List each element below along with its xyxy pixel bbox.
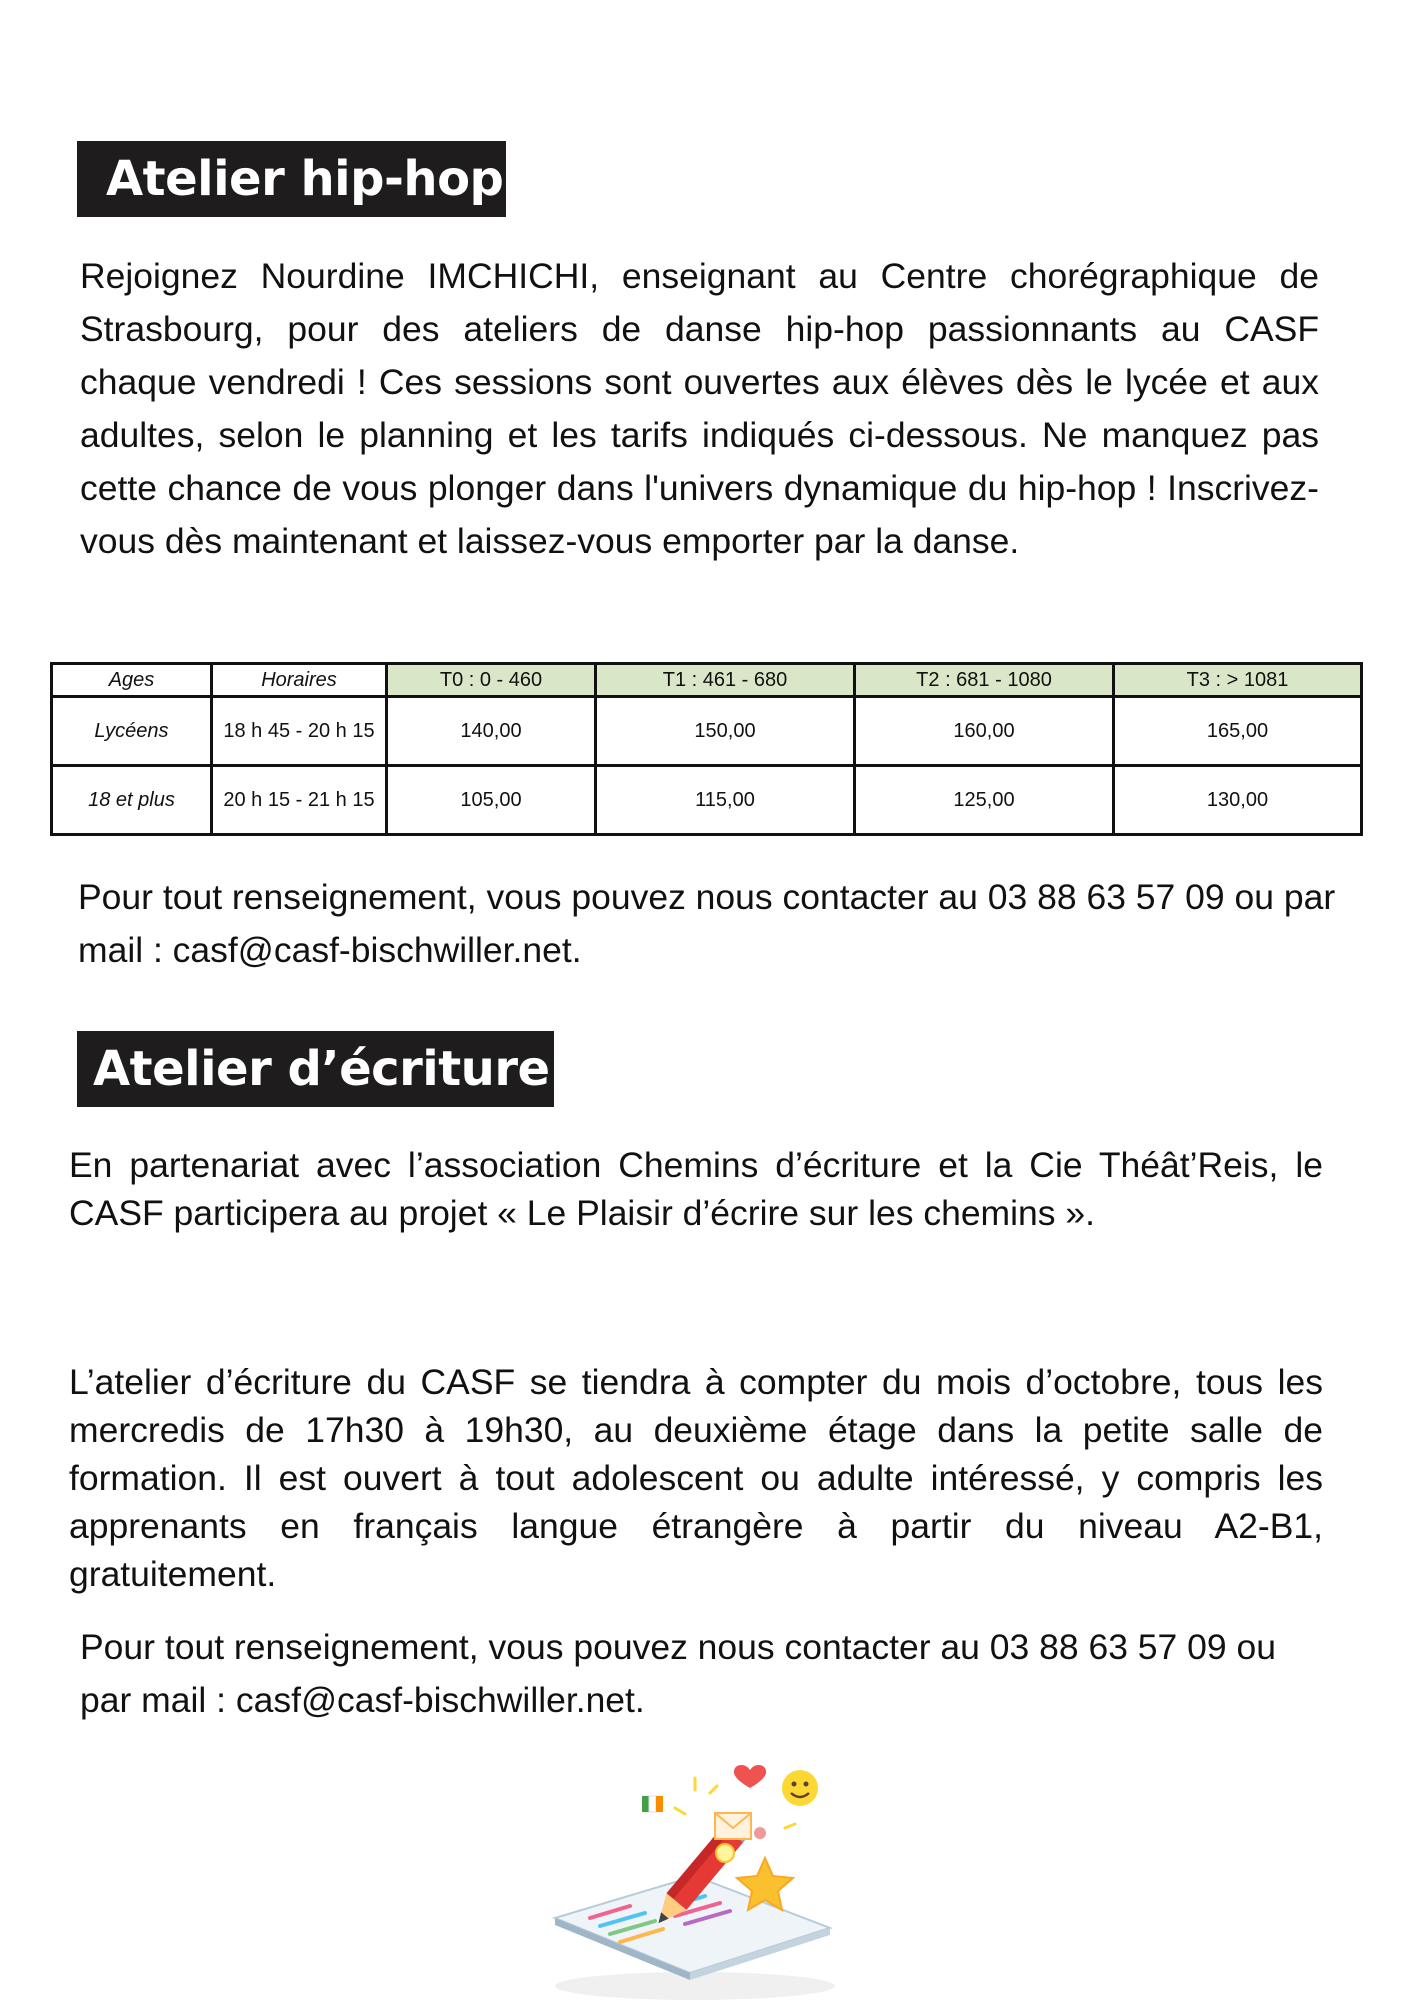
table-row bbox=[52, 766, 1362, 835]
hiphop-intro-paragraph: Rejoignez Nourdine IMCHICHI, enseignant au Centre chorégraphique de Strasbourg, pour des ateliers de danse hip-hop passionnants au CASF chaque vendredi ! Ces sessions sont ouvertes aux élèves dès le lycée et aux adultes, selon le planning et les tarifs indiqués ci-dessous. Ne manquez pas cette chance de vous plonger dans l'univers dynamique du hip-hop ! Inscrivez-vous dès maintenant et laissez-vous emporter par la danse. bbox=[80, 256, 1319, 561]
writing-pencil-illustration bbox=[545, 1758, 845, 2000]
hiphop-section-title: Atelier hip-hop bbox=[77, 141, 506, 217]
col-header-t1: T1 : 461 - 680 bbox=[596, 664, 855, 697]
cell-t2: 125,00 bbox=[855, 766, 1114, 835]
col-header-t0: T0 : 0 - 460 bbox=[387, 664, 596, 697]
table-header-row bbox=[52, 664, 1362, 697]
cell-t0: 105,00 bbox=[387, 766, 596, 835]
ecriture-section-title: Atelier d’écriture bbox=[77, 1031, 554, 1107]
col-header-t3: T3 : > 1081 bbox=[1114, 664, 1362, 697]
hiphop-pricing-table bbox=[50, 662, 1363, 836]
ecriture-contact-paragraph: Pour tout renseignement, vous pouvez nous contacter au 03 88 63 57 09 ou par mail : casf@casf-bischwiller.net. bbox=[80, 1627, 1276, 1720]
hiphop-contact-paragraph: Pour tout renseignement, vous pouvez nous contacter au 03 88 63 57 09 ou par mail : casf@casf-bischwiller.net. bbox=[78, 877, 1336, 970]
table-row bbox=[52, 697, 1362, 766]
cell-horaires: 18 h 45 - 20 h 15 bbox=[212, 697, 387, 766]
cell-t3: 130,00 bbox=[1114, 766, 1362, 835]
col-header-t2: T2 : 681 - 1080 bbox=[855, 664, 1114, 697]
cell-t3: 165,00 bbox=[1114, 697, 1362, 766]
cell-t1: 115,00 bbox=[596, 766, 855, 835]
col-header-ages: Ages bbox=[52, 664, 212, 697]
cell-horaires: 20 h 15 - 21 h 15 bbox=[212, 766, 387, 835]
cell-t0: 140,00 bbox=[387, 697, 596, 766]
ecriture-partnership-paragraph: En partenariat avec l’association Chemins d’écriture et la Cie Théât’Reis, le CASF participera au projet « Le Plaisir d’écrire sur les chemins ». bbox=[69, 1145, 1323, 1233]
ecriture-schedule-paragraph: L’atelier d’écriture du CASF se tiendra à compter du mois d’octobre, tous les mercredis de 17h30 à 19h30, au deuxième étage dans la petite salle de formation. Il est ouvert à tout adolescent ou adulte intéressé, y compris les apprenants en français langue étrangère à partir du niveau A2-B1, gratuitement. bbox=[69, 1362, 1323, 1594]
cell-t1: 150,00 bbox=[596, 697, 855, 766]
cell-t2: 160,00 bbox=[855, 697, 1114, 766]
cell-age: 18 et plus bbox=[52, 766, 212, 835]
cell-age: Lycéens bbox=[52, 697, 212, 766]
col-header-horaires: Horaires bbox=[212, 664, 387, 697]
